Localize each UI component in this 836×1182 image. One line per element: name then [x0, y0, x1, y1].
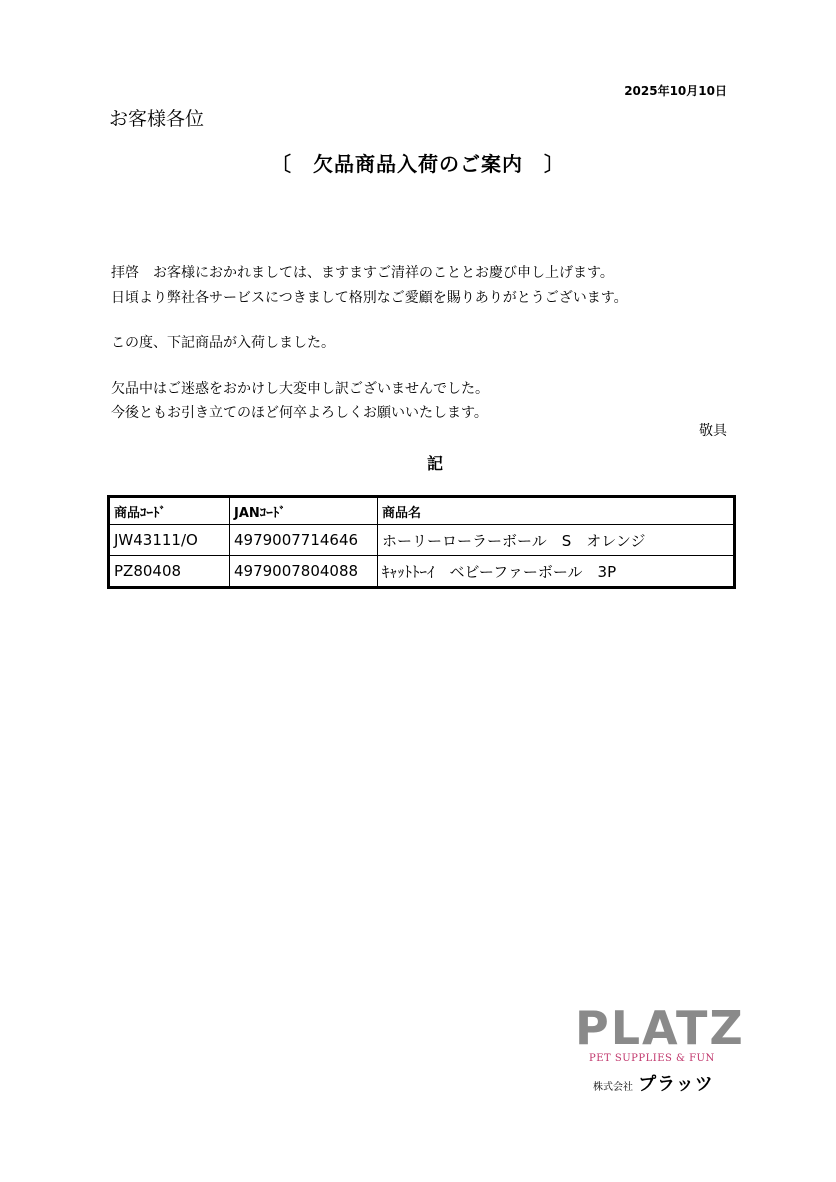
ki-heading: 記 — [426, 454, 443, 473]
table-header-row — [109, 497, 735, 525]
product-table — [107, 495, 736, 589]
apology-line: 欠品中はご迷惑をおかけし大変申し訳ございませんでした。 — [111, 381, 489, 397]
company-brand: プラッツ — [638, 1074, 714, 1095]
header-product-code: 商品ｺｰﾄﾞ — [109, 497, 230, 525]
logo-wordmark: PLATZ — [575, 1001, 745, 1055]
table-row — [109, 556, 735, 588]
header-product-name: 商品名 — [378, 497, 735, 525]
product-name-cell: ｷｬｯﾄﾄｰｲ ベビーファーボール 3P — [378, 556, 735, 588]
greeting-line-2: 日頃より弊社各サービスにつきまして格別なご愛顧を賜りありがとうございます。 — [111, 290, 628, 306]
company-prefix: 株式会社 — [593, 1082, 633, 1093]
logo-tagline: PET SUPPLIES & FUN — [589, 1053, 715, 1064]
jan-code-cell: 4979007714646 — [230, 525, 378, 556]
header-jan-code: JANｺｰﾄﾞ — [230, 497, 378, 525]
document-date: 2025年10月10日 — [624, 84, 727, 98]
jan-code-cell: 4979007804088 — [230, 556, 378, 588]
table-row — [109, 525, 735, 556]
platz-logo — [575, 1001, 745, 1064]
product-code-cell: PZ80408 — [109, 556, 230, 588]
company-name — [593, 1070, 714, 1096]
greeting-line-1: 拝啓 お客様におかれましては、ますますご清祥のこととお慶び申し上げます。 — [111, 265, 614, 281]
addressee: お客様各位 — [109, 108, 205, 130]
notice-line: この度、下記商品が入荷しました。 — [111, 335, 335, 351]
closing-word: 敬具 — [699, 423, 727, 439]
closing-request-line: 今後ともお引き立てのほど何卒よろしくお願いいたします。 — [111, 405, 488, 421]
product-code-cell: JW43111/O — [109, 525, 230, 556]
product-name-cell: ホーリーローラーボール S オレンジ — [378, 525, 735, 556]
document-title: 〔 欠品商品入荷のご案内 〕 — [271, 152, 565, 176]
